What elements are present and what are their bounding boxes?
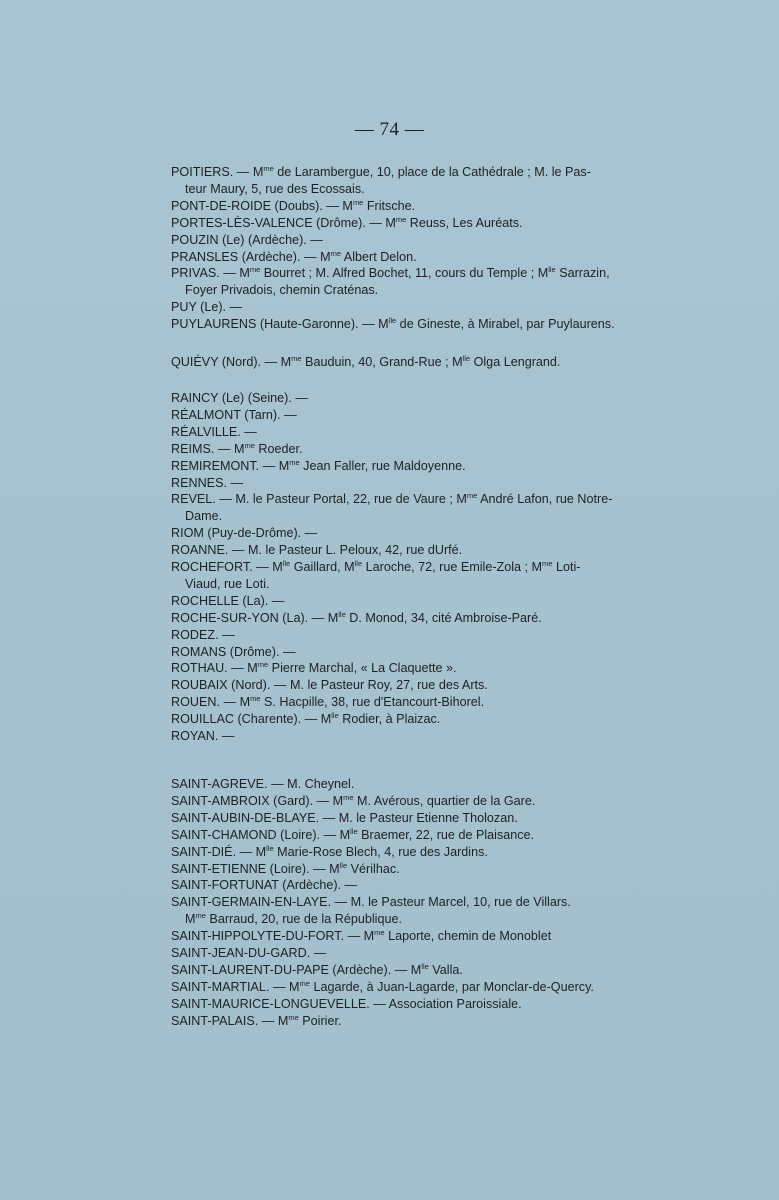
entry-text: SAINT-PALAIS. — $M^{me}$ Poirier. [171, 1012, 342, 1028]
entry-text: SAINT-GERMAIN-EN-LAYE. — M. le Pasteur Marcel, 10, rue de Villars. [171, 895, 571, 910]
entry-text: PUY (Le). — [171, 300, 243, 315]
entry-continuation: Foyer Privadois, chemin Craténas. [185, 283, 379, 298]
entry-text: ROCHEFORT. — $M^{lle}$ Gaillard, $M^{lle}$ Laroche, 72, rue Emile-Zola ; $M^{me}$ Loti- [171, 559, 581, 575]
entry-text: SAINT-LAURENT-DU-PAPE (Ardèche). — $M^{lle}$ Valla. [171, 961, 463, 977]
listing-section [171, 776, 687, 1030]
entry-text: ROUILLAC (Charente). — $M^{lle}$ Rodier, à Plaizac. [171, 711, 441, 727]
directory-entry [171, 265, 687, 299]
directory-entry [171, 249, 687, 266]
entry-text: ROUBAIX (Nord). — M. le Pasteur Roy, 27, rue des Arts. [171, 678, 488, 693]
page-number: — 74 — [354, 119, 425, 140]
entry-continuation: $M^{me}$ Barraud, 20, rue de la République. [185, 911, 402, 927]
entry-text: SAINT-HIPPOLYTE-DU-FORT. — $M^{me}$ Laporte, chemin de Monoblet [171, 928, 552, 944]
directory-entry [171, 164, 687, 198]
directory-entry [171, 894, 687, 928]
directory-entry [171, 407, 687, 424]
entry-text: ROTHAU. — $M^{me}$ Pierre Marchal, « La Claquette ». [171, 660, 457, 676]
entry-text: SAINT-ETIENNE (Loire). — $M^{lle}$ Vérilhac. [171, 860, 400, 876]
entry-text: RÉALVILLE. — [171, 424, 257, 439]
entry-text: SAINT-AGREVE. — M. Cheynel. [171, 777, 355, 791]
directory-entry [171, 424, 687, 441]
directory-entry [171, 677, 687, 694]
directory-entry [171, 542, 687, 559]
entry-text: PUYLAURENS (Haute-Garonne). — $M^{lle}$ de Gineste, à Mirabel, par Puylaurens. [171, 316, 615, 332]
entry-text: SAINT-MARTIAL. — $M^{me}$ Lagarde, à Juan-Lagarde, par Monclar-de-Quercy. [171, 978, 594, 994]
directory-entry [171, 644, 687, 661]
entry-text: SAINT-FORTUNAT (Ardèche). — [171, 878, 358, 893]
entry-text: PONT-DE-ROIDE (Doubs). — $M^{me}$ Fritsche. [171, 197, 416, 213]
directory-entry [171, 1013, 687, 1030]
entry-text: POUZIN (Le) (Ardèche). — [171, 232, 323, 247]
entry-text: RIOM (Puy-de-Drôme). — [171, 526, 318, 541]
directory-entry [171, 458, 687, 475]
directory-entry [171, 593, 687, 610]
directory-entry [171, 877, 687, 894]
entry-text: REVEL. — M. le Pasteur Portal, 22, rue de Vaure ; $M^{me}$ André Lafon, rue Notre- [171, 491, 613, 507]
directory-entry [171, 198, 687, 215]
directory-entry [171, 299, 687, 316]
listing-section [171, 354, 687, 371]
directory-entry [171, 776, 687, 793]
entry-text: PRANSLES (Ardèche). — $M^{me}$ Albert Delon. [171, 248, 417, 264]
entry-text: SAINT-AUBIN-DE-BLAYE. — M. le Pasteur Etienne Tholozan. [171, 810, 518, 825]
directory-entry [171, 660, 687, 677]
entry-text: REMIREMONT. — $M^{me}$ Jean Faller, rue Maldoyenne. [171, 457, 466, 473]
listing-section [171, 164, 687, 333]
directory-entry [171, 390, 687, 407]
directory-entry [171, 215, 687, 232]
entry-text: RÉALMONT (Tarn). — [171, 407, 297, 422]
directory-entry [171, 441, 687, 458]
directory-entry [171, 711, 687, 728]
entry-text: ROCHELLE (La). — [171, 593, 285, 608]
entry-text: ROMANS (Drôme). — [171, 644, 296, 659]
directory-entry [171, 610, 687, 627]
directory-entry [171, 945, 687, 962]
directory-entry [171, 810, 687, 827]
directory-entry [171, 559, 687, 593]
entry-text: REIMS. — $M^{me}$ Roeder. [171, 440, 303, 456]
entry-text: PRIVAS. — $M^{me}$ Bourret ; M. Alfred Bochet, 11, cours du Temple ; $M^{lle}$ Sarrazin, [171, 265, 610, 281]
entry-text: SAINT-MAURICE-LONGUEVELLE. — Association Paroissiale. [171, 996, 522, 1011]
directory-entry [171, 962, 687, 979]
entry-text: ROYAN. — [171, 729, 235, 744]
directory-entry [171, 979, 687, 996]
directory-listing [171, 164, 687, 1030]
entry-text: SAINT-AMBROIX (Gard). — $M^{me}$ M. Avérous, quartier de la Gare. [171, 792, 536, 808]
entry-text: ROUEN. — $M^{me}$ S. Hacpille, 38, rue d'Etancourt-Bihorel. [171, 694, 485, 710]
entry-text: QUIÉVY (Nord). — $M^{me}$ Bauduin, 40, Grand-Rue ; $M^{lle}$ Olga Lengrand. [171, 354, 561, 370]
entry-continuation: Dame. [185, 509, 223, 524]
directory-entry [171, 354, 687, 371]
entry-continuation: teur Maury, 5, rue des Ecossais. [185, 181, 365, 196]
entry-text: PORTES-LÈS-VALENCE (Drôme). — $M^{me}$ Reuss, Les Auréats. [171, 214, 523, 230]
directory-entry [171, 316, 687, 333]
directory-entry [171, 491, 687, 525]
entry-text: RAINCY (Le) (Seine). — [171, 390, 308, 405]
entry-text: SAINT-DIÉ. — $M^{lle}$ Marie-Rose Blech, 4, rue des Jardins. [171, 843, 488, 859]
directory-entry [171, 525, 687, 542]
directory-entry [171, 928, 687, 945]
entry-text: SAINT-CHAMOND (Loire). — $M^{lle}$ Braemer, 22, rue de Plaisance. [171, 826, 535, 842]
directory-entry [171, 728, 687, 745]
entry-text: POITIERS. — $M^{me}$ de Larambergue, 10, place de la Cathédrale ; M. le Pas- [171, 164, 591, 179]
directory-entry [171, 827, 687, 844]
entry-continuation: Viaud, rue Loti. [185, 576, 270, 591]
listing-section [171, 390, 687, 745]
directory-entry [171, 844, 687, 861]
entry-text: SAINT-JEAN-DU-GARD. — [171, 946, 327, 961]
entry-text: ROCHE-SUR-YON (La). — $M^{lle}$ D. Monod, 34, cité Ambroise-Paré. [171, 609, 542, 625]
directory-entry [171, 861, 687, 878]
entry-text: RENNES. — [171, 475, 244, 490]
directory-entry [171, 694, 687, 711]
directory-entry [171, 627, 687, 644]
entry-text: ROANNE. — M. le Pasteur L. Peloux, 42, rue dUrfé. [171, 543, 463, 558]
entry-text: RODEZ. — [171, 627, 235, 642]
directory-entry [171, 475, 687, 492]
directory-entry [171, 996, 687, 1013]
directory-entry [171, 232, 687, 249]
directory-entry [171, 793, 687, 810]
